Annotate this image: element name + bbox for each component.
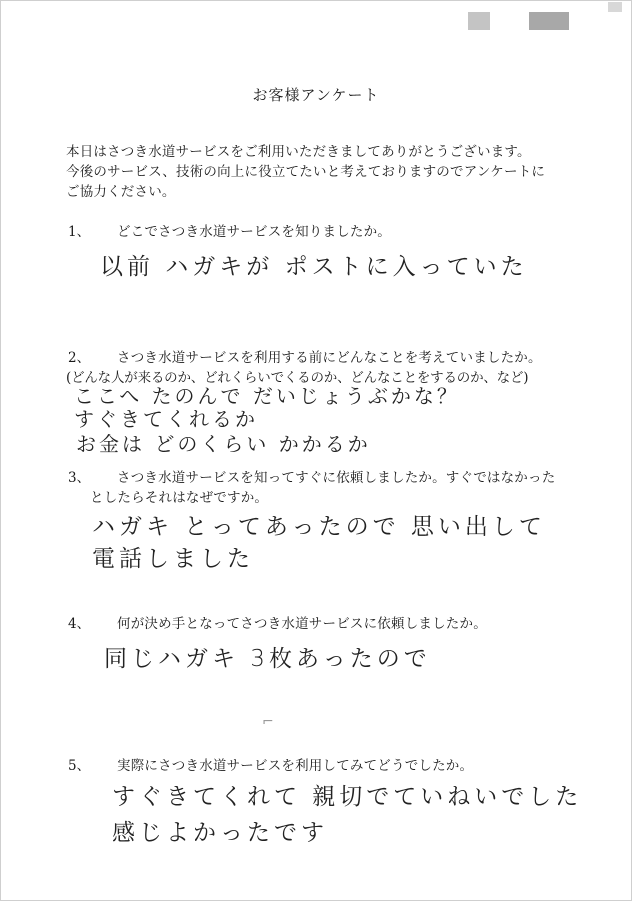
question-number: 5、 bbox=[68, 758, 91, 774]
question-number: 1、 bbox=[68, 224, 91, 240]
handwritten-answer: 電話しました bbox=[92, 546, 254, 572]
question-text: さつき水道サービスを利用する前にどんなことを考えていましたか。 bbox=[117, 350, 542, 366]
question-text: さつき水道サービスを知ってすぐに依頼しましたか。すぐではなかった bbox=[117, 470, 556, 486]
redacted-block bbox=[529, 12, 569, 30]
question-text: 実際にさつき水道サービスを利用してみてどうでしたか。 bbox=[117, 758, 474, 774]
question-number: 3、 bbox=[68, 470, 91, 486]
handwritten-answer: 感じよかったです bbox=[112, 820, 328, 846]
handwritten-answer: すぐきてくれるか bbox=[74, 407, 258, 431]
handwritten-answer: お金は どのくらい かかるか bbox=[76, 432, 371, 456]
handwritten-answer: 以前 ハガキが ポストに入っていた bbox=[100, 254, 528, 280]
handwritten-answer: 同じハガキ 3枚あったので bbox=[104, 646, 431, 672]
intro-line: ご協力ください。 bbox=[66, 184, 176, 200]
redacted-block bbox=[608, 2, 622, 12]
question-text: どこでさつき水道サービスを知りましたか。 bbox=[117, 224, 391, 240]
intro-line: 本日はさつき水道サービスをご利用いただきましてありがとうございます。 bbox=[66, 144, 531, 160]
question-number: 2、 bbox=[68, 350, 91, 366]
redacted-block bbox=[468, 12, 490, 30]
stray-mark: ⌐ bbox=[262, 714, 274, 730]
question-number: 4、 bbox=[68, 616, 91, 632]
handwritten-answer: ハガキ とってあったので 思い出して bbox=[92, 514, 546, 540]
intro-line: 今後のサービス、技術の向上に役立てたいと考えておりますのでアンケートに bbox=[66, 164, 546, 180]
question-text: 何が決め手となってさつき水道サービスに依頼しましたか。 bbox=[117, 616, 487, 632]
question-text: (どんな人が来るのか、どれくらいでくるのか、どんなことをするのか、など) bbox=[66, 370, 529, 386]
handwritten-answer: すぐきてくれて 親切でていねいでした bbox=[112, 784, 583, 810]
question-text: としたらそれはなぜですか。 bbox=[90, 490, 269, 506]
handwritten-answer: ここへ たのんで だいじょうぶかな？ bbox=[74, 384, 460, 408]
page-title: お客様アンケート bbox=[252, 86, 380, 104]
